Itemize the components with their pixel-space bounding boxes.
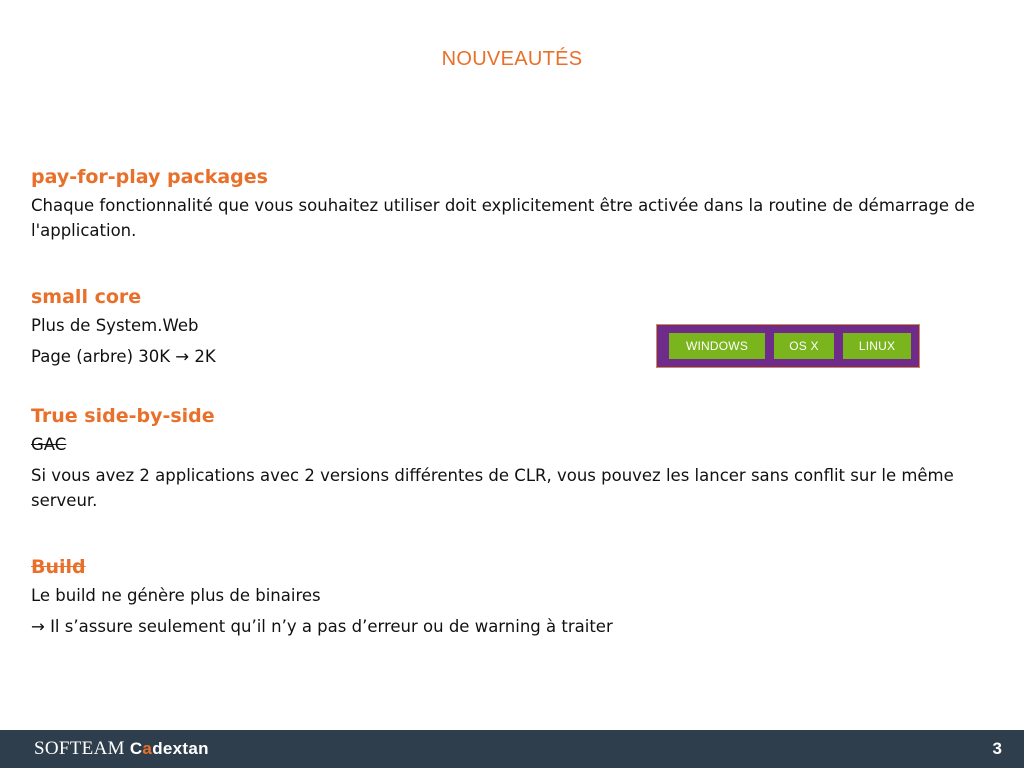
section-heading-side-by-side: True side-by-side — [31, 405, 215, 427]
section-text: Plus de System.Web — [31, 316, 199, 335]
osx-button: OS X — [774, 333, 834, 359]
brand-softeam: SOFTEAM — [34, 738, 130, 759]
section-text: Chaque fonctionnalité que vous souhaitez utiliser doit explicitement être activée dans la routine de démarrage de l'application. — [31, 196, 975, 240]
brand-dextan: dextan — [152, 739, 209, 758]
footer-bar — [0, 730, 1024, 768]
os-platform-banner — [656, 324, 920, 368]
section-text: Page (arbre) 30K → 2K — [31, 347, 216, 366]
section-text: Si vous avez 2 applications avec 2 versions différentes de CLR, vous pouvez les lancer sans conflit sur le même serveur. — [31, 466, 954, 510]
brand-c: C — [129, 739, 143, 758]
brand-a: a — [142, 739, 153, 758]
windows-button: WINDOWS — [669, 333, 765, 359]
section-heading-pay-for-play: pay-for-play packages — [31, 166, 268, 188]
slide-title: NOUVEAUTÉS — [441, 48, 583, 70]
slide-content — [31, 163, 1006, 645]
page-number: 3 — [992, 739, 1002, 758]
linux-button: LINUX — [843, 333, 911, 359]
section-heading-small-core: small core — [31, 286, 142, 308]
section-heading-build: Build — [31, 556, 86, 578]
section-text: Le build ne génère plus de binaires — [31, 586, 321, 605]
brand-logo — [34, 738, 209, 760]
section-text: → Il s’assure seulement qu’il n’y a pas d’erreur ou de warning à traiter — [31, 617, 613, 636]
gac-text: GAC — [31, 435, 67, 454]
